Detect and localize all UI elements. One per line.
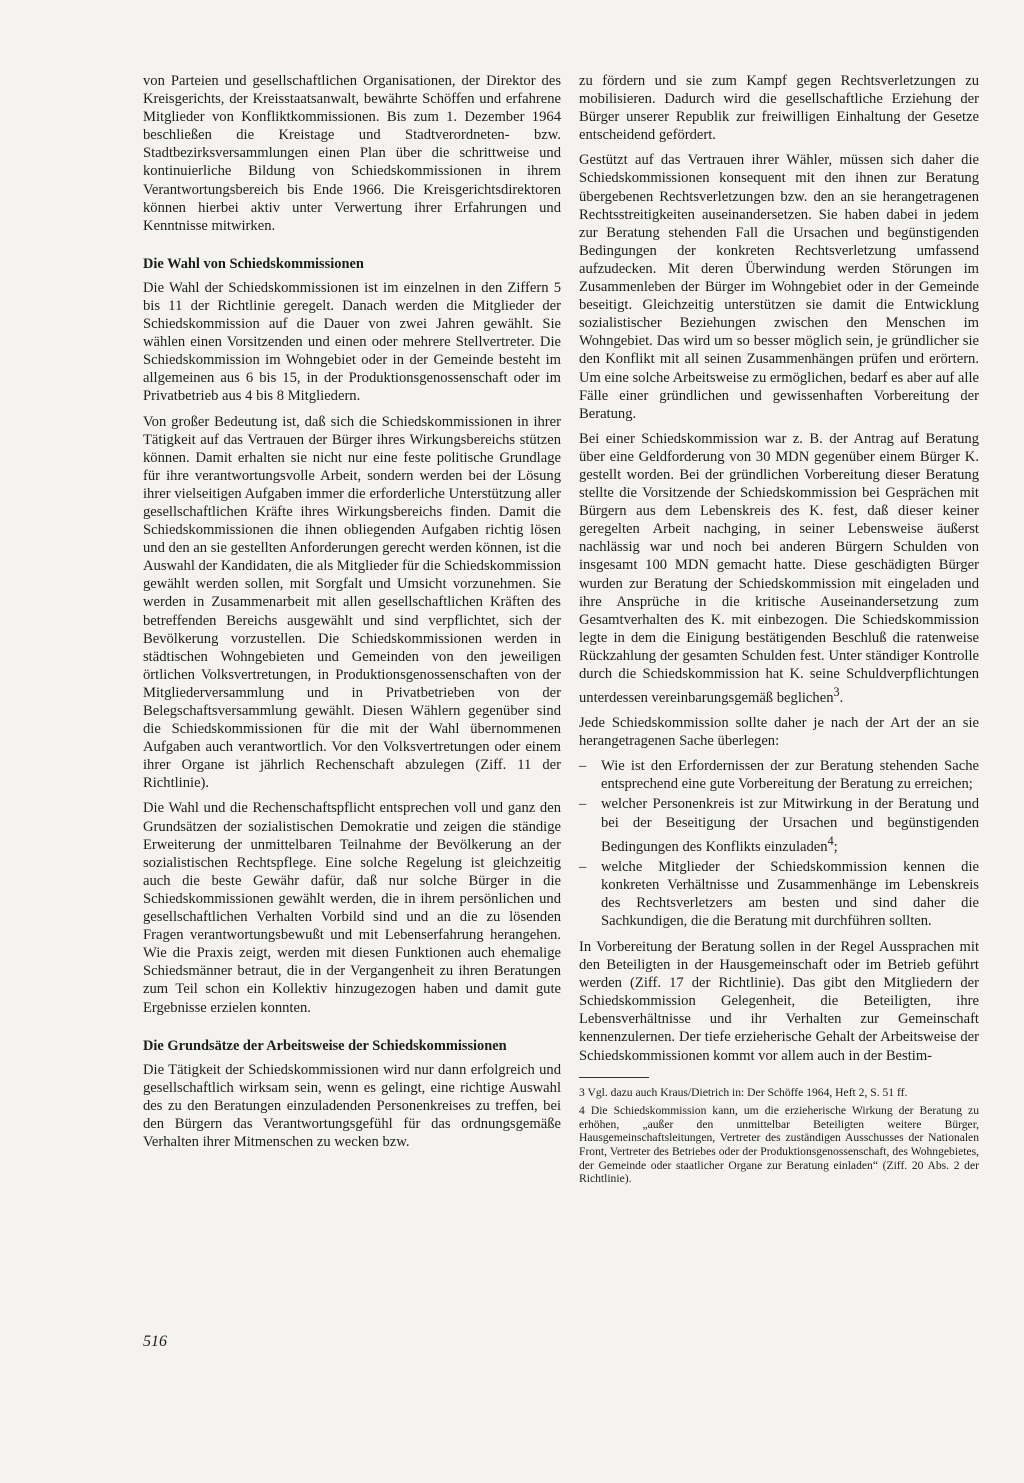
paragraph: zu fördern und sie zum Kampf gegen Rechtsverletzungen zu mobilisieren. Dadurch wird die gesellschaftliche Erziehung der Bürger unserer Republik zur freiwilligen Einhaltung der Gesetze entscheidend gefördert.: [579, 73, 979, 144]
dash-list: [579, 757, 979, 930]
paragraph: Die Wahl der Schiedskommissionen ist im einzelnen in den Ziffern 5 bis 11 der Richtlinie geregelt. Danach werden die Mitglieder der Schiedskommission auf die Dauer von zwei Jahren gewählt. Sie wählen einen Vorsitzenden und einen oder mehrere Stellvertreter. Die Schiedskommission im Wohngebiet oder in der Gemeinde besteht im allgemeinen aus 6 bis 15, in der Produktionsgenossenschaft oder im Privatbetrieb aus 4 bis 8 Mitgliedern.: [143, 279, 561, 405]
footnote-3: 3 Vgl. dazu auch Kraus/Dietrich in: Der Schöffe 1964, Heft 2, S. 51 ff.: [579, 1085, 908, 1099]
paragraph: Die Wahl und die Rechenschaftspflicht entsprechen voll und ganz den Grundsätzen der sozialistischen Demokratie und zeigen die ständige Erweiterung der unmittelbaren Teilnahme der Bevölkerung an der sozialistischen Rechtspflege. Eine solche Regelung ist gleichzeitig auch die beste Gewähr dafür, daß nur solche Bürger in die Schiedskommissionen gewählt werden, die in ihrem persönlichen und gesellschaftlichen Verhalten Vorbild sind und an die zu lösenden Fragen verantwortungsbewußt und mit Lebenserfahrung herangehen. Wie die Praxis zeigt, werden mit diesen Funktionen auch ehemalige Schiedsmänner betraut, die in der Vergangenheit zu ihren Beratungen zum Teil schon ein Kollektiv hinzugezogen haben und damit gute Ergebnisse erzielen konnten.: [143, 800, 561, 1016]
paragraph: Jede Schiedskommission sollte daher je nach der Art der an sie herangetragenen Sache überlegen:: [579, 715, 979, 750]
left-column: [143, 72, 561, 1158]
footnote-4: 4 Die Schiedskommission kann, um die erzieherische Wirkung der Beratung zu erhöhen, „außer den unmittelbar Beteiligten weitere Bürger, Hausgemeinschaftsleitungen, Vertreter des zuständigen Ausschusses der Nationalen Front, Vertreter des Betriebes oder der Produktionsgenossenschaft, des Wohngebietes, der Gemeinde oder staatlicher Organe zur Beratung einladen“ (Ziff. 20 Abs. 2 der Richtlinie).: [579, 1104, 979, 1186]
paragraph: In Vorbereitung der Beratung sollen in der Regel Aussprachen mit den Beteiligten in der Hausgemeinschaft oder im Betrieb geführt werden (Ziff. 17 der Richtlinie). Das gibt den Mitgliedern der Schiedskommission Gelegenheit, die Beteiligten, ihre Lebensverhältnisse und ihr Verhalten zur Gemeinschaft kennenzulernen. Der tiefe erzieherische Gehalt der Arbeitsweise der Schiedskommissionen kommt vor allem auch in der Bestim-: [579, 938, 979, 1064]
list-item: – Wie ist den Erfordernissen der zur Beratung stehenden Sache entsprechend eine gute Vorbereitung der Beratung zu erreichen;: [579, 757, 979, 793]
list-item: [579, 795, 979, 855]
section-heading: Die Grundsätze der Arbeitsweise der Schiedskommissionen: [143, 1037, 507, 1054]
footnote-divider: [579, 1077, 649, 1078]
paragraph: [579, 430, 979, 707]
list-item-text: welcher Personenkreis ist zur Mitwirkung in der Beratung und bei der Beseitigung der Ursachen und begünstigenden Bedingungen des Konflikts einzuladen: [601, 796, 979, 855]
punctuation: ;: [833, 838, 838, 855]
paragraph: Gestützt auf das Vertrauen ihrer Wähler, müssen sich daher die Schiedskommissionen konsequent mit den ihnen zur Beratung übergebenen Rechtsverletzungen bzw. den an sie herangetragenen Rechtsstreitigkeiten auseinandersetzen. Sie haben dabei in jedem zur Beratung stehenden Fall die Ursachen und begünstigenden Bedingungen der konkreten Rechtsverletzung umfassend aufzudecken. Mit deren Überwindung werden Störungen im Zusammenleben der Bürger im Wohngebiet oder in der Gemeinde beseitigt. Gleichzeitig unterstützen sie damit die Entwicklung sozialistischer Beziehungen zwischen den Menschen im Wohngebiet. Das wird um so besser möglich sein, je gründlicher sie den Konflikt mit all seinen Zusammenhängen prüfen und erörtern. Um eine solche Arbeitsweise zu ermöglichen, bedarf es aber auf alle Fälle einer gründlichen und gewissenhaften Vorbereitung der Beratung.: [579, 152, 979, 422]
paragraph-text: Bei einer Schiedskommission war z. B. der Antrag auf Beratung über eine Geldforderung von 30 MDN gegenüber einem Bürger K. gestellt worden. Bei der gründlichen Vorbereitung dieser Beratung stellte die Vorsitzende der Schiedskommission bei Gesprächen mit Bürgern aus dem Lebenskreis des K. fest, daß dieser keiner geregelten Arbeit nachging, in seiner Lebensweise äußerst nachlässig war und noch bei anderen Bürgern Schulden von insgesamt 100 MDN gemacht hatte. Diese geschädigten Bürger wurden zur Beratung der Schiedskommission mit eingeladen und ihre Ansprüche in die kritische Auseinandersetzung zum Gesamtverhalten des K. mit einbezogen. Die Schiedskommission legte in dem die Einigung bestätigenden Beschluß die ratenweise Rückzahlung der gesamten Schulden fest. Unter ständiger Kontrolle durch die Schiedskommission hat K. seine Schuldverpflichtungen unterdessen vereinbarungsgemäß beglichen: [579, 430, 979, 706]
paragraph: Die Tätigkeit der Schiedskommissionen wird nur dann erfolgreich und gesellschaftlich wirksam sein, wenn es gelingt, eine richtige Auswahl des zu den Beratungen einzuladenden Personenkreises zu treffen, bei den Bürgern das Verantwortungsgefühl für das ordnungsgemäße Verhalten ihrer Mitmenschen zu wecken bzw.: [143, 1061, 561, 1150]
section-heading: Die Wahl von Schiedskommissionen: [143, 255, 364, 272]
paragraph: von Parteien und gesellschaftlichen Organisationen, der Direktor des Kreisgerichts, der Kreisstaatsanwalt, bewährte Schöffen und erfahrene Mitglieder von Konfliktkommissionen. Bis zum 1. Dezember 1964 beschließen die Kreistage und Stadtverordneten- bzw. Stadtbezirksversammlungen einen Plan über die schrittweise und kontinuierliche Bildung von Schiedskommissionen in ihrem Verantwortungsbereich bis Ende 1966. Die Kreisgerichtsdirektoren können hierbei aktiv unter Verwertung ihrer Erfahrungen und Kenntnisse mitwirken.: [143, 73, 561, 234]
punctuation: .: [839, 689, 844, 706]
footnote-ref: 3: [833, 685, 840, 700]
paragraph: Von großer Bedeutung ist, daß sich die Schiedskommissionen in ihrer Tätigkeit auf das Vertrauen der Bürger ihres Wirkungsbereichs stützen können. Damit erhalten sie nicht nur eine feste politische Grundlage für ihre verantwortungsvolle Arbeit, sondern werden bei der Lösung ihrer vielseitigen Aufgaben immer die erforderliche Unterstützung aller gesellschaftlichen Kräfte ihres Wirkungsbereichs finden. Damit die Schiedskommissionen die ihnen obliegenden Aufgaben richtig lösen und den an sie gestellten Anforderungen gerecht werden können, ist die Auswahl der Kandidaten, die als Mitglieder für die Schiedskommission gewählt werden sollen, mit Sorgfalt und Umsicht vorzunehmen. Sie werden in Zusammenarbeit mit allen gesellschaftlichen Kräften des betreffenden Bereichs ausgewählt und sind verpflichtet, sich der Bevölkerung vorzustellen. Die Schiedskommissionen werden in städtischen Wohngebieten und Gemeinden von den jeweiligen örtlichen Volksvertretungen, in Produktionsgenossenschaften von der Mitgliederversammlung und in Privatbetrieben von der Belegschaftsversammlung gewählt. Diesen Wählern gegenüber sind die Schiedskommissionen für die mit der Wahl übernommenen Aufgaben auch verantwortlich. Vor den Volksvertretungen oder einem ihrer Organe ist jährlich Rechenschaft abzulegen (Ziff. 11 der Richtlinie).: [143, 413, 561, 792]
page-number: 516: [143, 1333, 167, 1350]
list-item: – welche Mitglieder der Schiedskommission kennen die konkreten Verhältnisse und Zusammenhänge im Lebenskreis des Rechtsverletzers am besten und sind daher die Sachkundigen, die die Beratung mit durchführen sollten.: [579, 858, 979, 930]
right-column: [579, 72, 979, 1191]
footnote-ref: 4: [827, 833, 834, 848]
